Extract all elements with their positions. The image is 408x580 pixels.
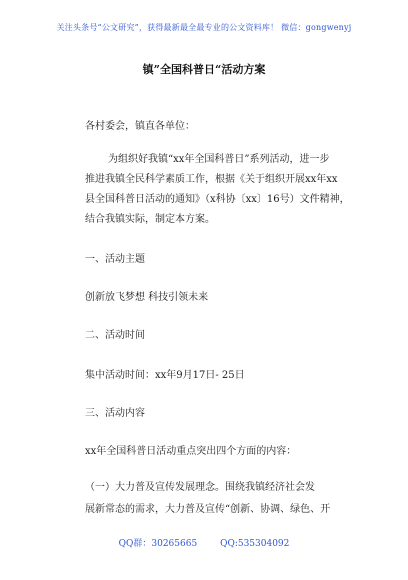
section1-body: 创新放飞梦想 科技引领未来 xyxy=(85,292,209,303)
item1-line-1: （一）大力普及宣传发展理念。围绕我镇经济社会发 xyxy=(85,482,315,493)
item1-line-2: 展新常态的需求，大力普及宣传“创新、协调、绿色、开 xyxy=(85,504,331,515)
promo-banner: 关注头条号“公文研究”，获得最新最全最专业的公文资料库！ 微信：gongwenyj xyxy=(56,23,352,32)
section2-body: 集中活动时间：xx年9月17日- 25日 xyxy=(85,370,245,381)
intro-line-3: 县全国科普日活动的通知》（x科协〔xx〕16号）文件精神， xyxy=(85,194,350,205)
qq-contact-text: QQ:535304092 xyxy=(220,539,290,549)
intro-line-1: 为组织好我镇“xx年全国科普日”系列活动，进一步 xyxy=(108,154,330,165)
section3-heading: 三、活动内容 xyxy=(85,408,145,419)
section2-heading: 二、活动时间 xyxy=(85,330,145,341)
section1-heading: 一、活动主题 xyxy=(85,254,145,265)
salutation: 各村委会，镇直各单位： xyxy=(85,121,195,132)
contact-footer xyxy=(0,536,408,549)
intro-line-2: 推进我镇全民科学素质工作，根据《关于组织开展xx年xx xyxy=(85,174,338,185)
qq-group-text: QQ群：30265665 xyxy=(118,539,198,549)
intro-line-4: 结合我镇实际，制定本方案。 xyxy=(85,214,215,225)
section3-intro: xx年全国科普日活动重点突出四个方面的内容： xyxy=(85,446,297,457)
document-title: 镇”全国科普日“活动方案 xyxy=(142,63,266,76)
